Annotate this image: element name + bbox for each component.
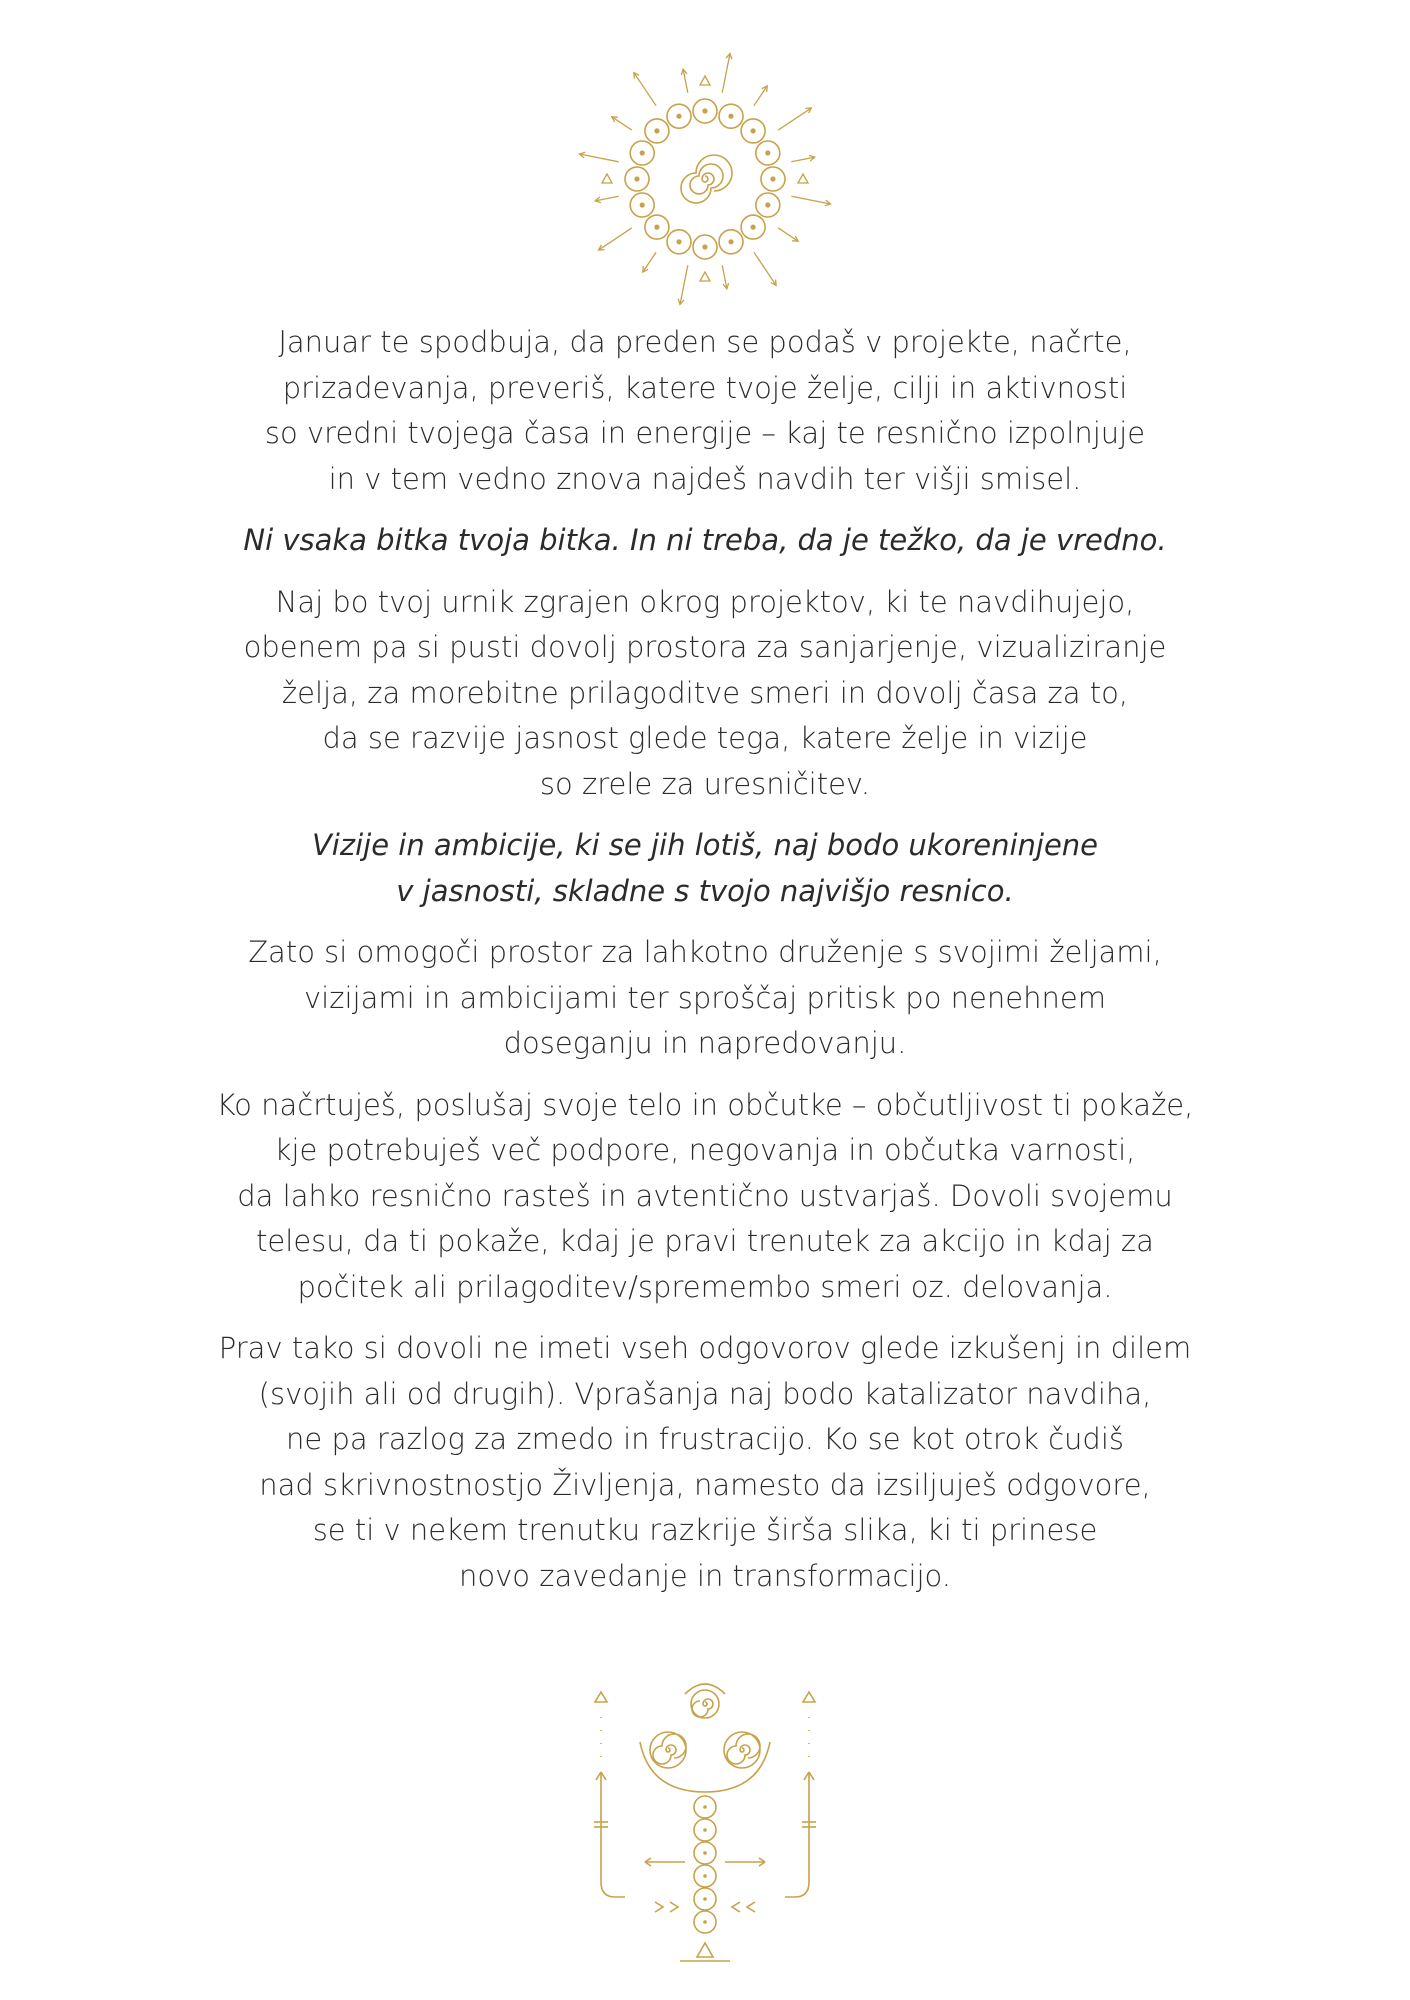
text-line: telesu, da ti pokaže, kdaj je pravi trenutek za akcijo in kdaj za	[256, 1224, 1154, 1258]
text-line: Ni vsaka bitka tvoja bitka. In ni treba, da je težko, da je vredno.	[243, 523, 1167, 557]
text-line: nad skrivnostnostjo Življenja, namesto da izsiljuješ odgovore,	[259, 1467, 1151, 1502]
text-line: da se razvije jasnost glede tega, katere želje in vizije	[322, 721, 1088, 755]
text-line: prizadevanja, preveriš, katere tvoje želje, cilji in aktivnosti	[282, 370, 1128, 405]
text-line: Zato si omogoči prostor za lahkotno druženje s svojimi željami,	[248, 935, 1162, 969]
text-line: doseganju in napredovanju.	[503, 1026, 907, 1060]
text-line: kje potrebuješ več podpore, negovanja in občutka varnosti,	[274, 1133, 1136, 1167]
paragraph	[110, 320, 1300, 502]
text-line: so vredni tvojega časa in energije – kaj te resnično izpolnjuje	[264, 416, 1146, 450]
paragraph	[110, 1083, 1300, 1311]
text-line: Januar te spodbuja, da preden se podaš v projekte, načrte,	[278, 325, 1132, 359]
text-line: se ti v nekem trenutku razkrije širša slika, ki ti prinese	[312, 1513, 1098, 1547]
italic-paragraph	[110, 518, 1300, 564]
text-line: so zrele za uresničitev.	[539, 766, 871, 801]
text-line: da lahko resnično rasteš in avtentično ustvarjaš. Dovoli svojemu	[237, 1178, 1173, 1213]
text-line: Naj bo tvoj urnik zgrajen okrog projektov, ki te navdihujejo,	[275, 584, 1135, 619]
sun-mandala-icon	[565, 48, 845, 310]
text-line: in v tem vedno znova najdeš navdih ter višji smisel.	[328, 461, 1082, 496]
text-line: obenem pa si pusti dovolj prostora za sanjarjenje, vizualiziranje	[243, 630, 1167, 664]
paragraph	[110, 930, 1300, 1067]
text-line: želja, za morebitne prilagoditve smeri in dovolj časa za to,	[281, 675, 1129, 710]
text-line: vizijami in ambicijami ter sproščaj pritisk po nenehnem	[304, 980, 1106, 1015]
spiral-totem-icon	[580, 1672, 830, 1962]
text-line: novo zavedanje in transformacijo.	[458, 1558, 952, 1593]
text-line: (svojih ali od drugih). Vprašanja naj bodo katalizator navdiha,	[258, 1376, 1152, 1411]
text-line: Ko načrtuješ, poslušaj svoje telo in občutke – občutljivost ti pokaže,	[216, 1087, 1194, 1122]
text-line: počitek ali prilagoditev/spremembo smeri oz. delovanja.	[297, 1269, 1113, 1304]
text-line: v jasnosti, skladne s tvojo najvišjo resnico.	[396, 873, 1014, 908]
paragraph	[110, 580, 1300, 808]
text-line: Vizije in ambicije, ki se jih lotiš, naj bodo ukoreninjene	[311, 828, 1099, 862]
text-body	[110, 320, 1300, 1615]
text-line: Prav tako si dovoli ne imeti vseh odgovorov glede izkušenj in dilem	[218, 1331, 1192, 1365]
italic-paragraph	[110, 823, 1300, 914]
paragraph	[110, 1326, 1300, 1599]
text-line: ne pa razlog za zmedo in frustracijo. Ko se kot otrok čudiš	[286, 1422, 1124, 1456]
